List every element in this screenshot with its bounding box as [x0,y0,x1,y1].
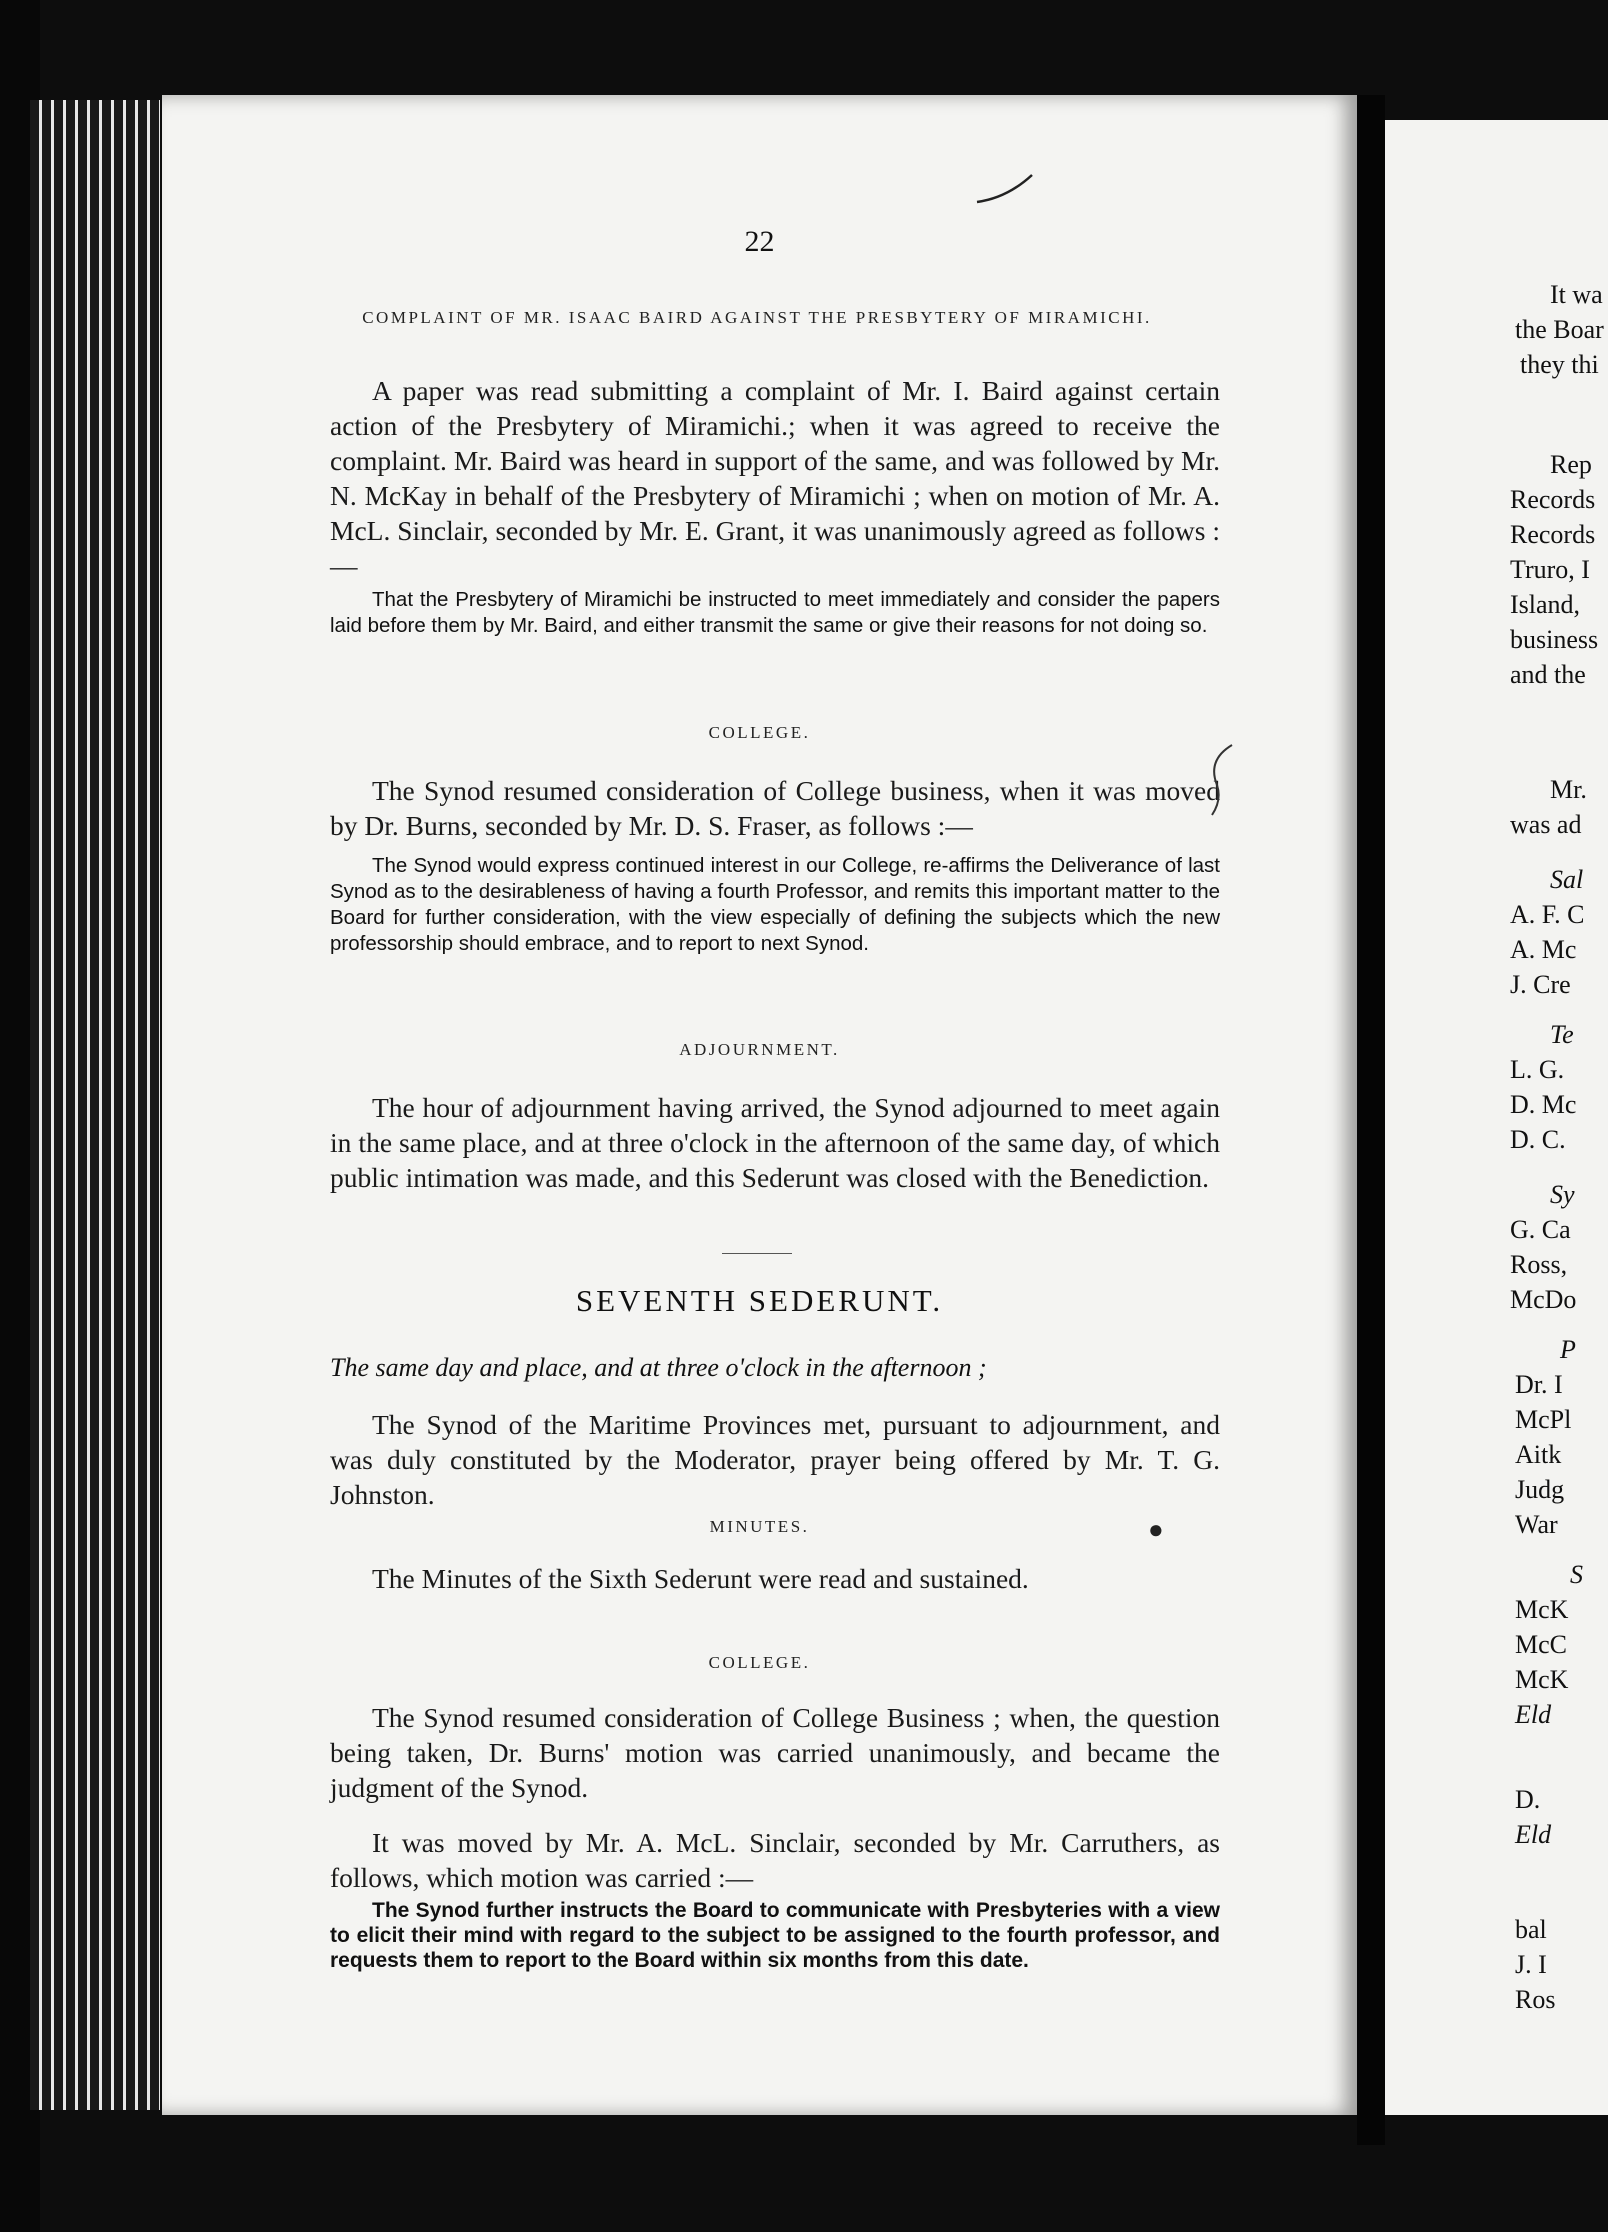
paragraph-college-2a: The Synod resumed consideration of College Business ; when, the question being taken, Dr. Burns' motion was carried unanimously, and became the judgment of the Synod. [330,1702,1220,1803]
right-line: business [1510,625,1599,654]
right-line: was ad [1510,810,1582,839]
right-line: Island, [1510,590,1581,619]
right-line: J. Cre [1510,970,1571,999]
resolution-college-2: The Synod further instructs the Board to communicate with Presbyteries with a view to elicit their mind with regard to the subject to be assigned to the fourth professor, and requests them to report to the Board within six months from this date. [330,1899,1220,1972]
right-line: Judg [1515,1475,1565,1504]
section-heading-adjournment: ADJOURNMENT. [679,1040,840,1059]
sederunt-title: SEVENTH SEDERUNT. [575,1283,944,1318]
pen-mark [972,170,1042,210]
right-line: Ross, [1510,1250,1568,1279]
right-line: L. G. [1510,1055,1565,1084]
right-line: Sal [1550,865,1584,894]
right-line: McC [1515,1630,1567,1659]
right-line: S [1570,1560,1583,1589]
right-line: Ros [1515,1985,1556,2014]
section-heading-complaint: COMPLAINT OF MR. ISAAC BAIRD AGAINST THE PRESBYTERY OF MIRAMICHI. [362,308,1152,327]
right-line: Rep [1550,450,1592,479]
right-line: War [1515,1510,1558,1539]
right-line: they thi [1520,350,1599,379]
paragraph-sederunt: The Synod of the Maritime Provinces met, pursuant to adjournment, and was duly constituted by the Moderator, prayer being offered by Mr. T. G. Johnston. [330,1409,1220,1510]
right-line: McK [1515,1595,1569,1624]
right-line: J. I [1515,1950,1547,1979]
right-line: Records [1510,520,1596,549]
section-heading-minutes: MINUTES. [709,1517,810,1536]
paragraph-complaint: A paper was read submitting a complaint of Mr. I. Baird against certain action of the Presbytery of Miramichi.; when it was agreed to receive the complaint. Mr. Baird was heard in support of the same, and was followed by Mr. N. McKay in behalf of the Presbytery of Miramichi ; when on motion of Mr. A. McL. Sinclair, seconded by Mr. E. Grant, it was unanimously agreed as follows :— [330,375,1220,581]
paragraph-college-2b: It was moved by Mr. A. McL. Sinclair, seconded by Mr. Carruthers, as follows, which motion was carried :— [330,1827,1220,1893]
right-line: Mr. [1550,775,1587,804]
right-line: and the [1510,660,1586,689]
right-line: Dr. I [1515,1370,1563,1399]
section-heading-college: COLLEGE. [708,723,811,742]
right-line: the Boar [1515,315,1604,344]
right-line: G. Ca [1510,1215,1571,1244]
paragraph-college: The Synod resumed consideration of College business, when it was moved by Dr. Burns, seconded by Mr. D. S. Fraser, as follows :— [330,775,1220,841]
left-page-content [162,95,1357,2115]
right-line: P [1560,1335,1576,1364]
right-line: Truro, I [1510,555,1590,584]
sederunt-subtitle: The same day and place, and at three o'clock in the afternoon ; [330,1353,987,1382]
paragraph-adjournment: The hour of adjournment having arrived, the Synod adjourned to meet again in the same place, and at three o'clock in the afternoon of the same day, of which public intimation was made, and this Sederunt was closed with the Benediction. [330,1092,1220,1193]
resolution-complaint: That the Presbytery of Miramichi be instructed to meet immediately and consider the papers laid before them by Mr. Baird, and either transmit the same or give their reasons for not doing so. [330,588,1220,637]
right-line: It wa [1550,280,1603,309]
bracket-mark [1202,740,1252,820]
right-line: McPl [1515,1405,1572,1434]
paragraph-minutes: The Minutes of the Sixth Sederunt were read and sustained. [372,1563,1029,1594]
section-heading-college-2: COLLEGE. [708,1653,811,1672]
right-line: Eld [1515,1700,1552,1729]
right-line: D. C. [1510,1125,1566,1154]
right-line: Sy [1550,1180,1575,1209]
right-line: A. Mc [1510,935,1577,964]
book-gutter [1357,95,1385,2145]
right-line: Records [1510,485,1596,514]
right-line: Te [1550,1020,1574,1049]
page-edges [30,100,160,2110]
right-line: McDo [1510,1285,1577,1314]
right-page-fragment [1385,120,1608,2115]
right-line: Aitk [1515,1440,1562,1469]
right-line: A. F. C [1510,900,1585,929]
page-number: 22 [744,225,775,258]
resolution-college: The Synod would express continued interest in our College, re-affirms the Deliverance of last Synod as to the desirableness of having a fourth Professor, and remits this important matter to the Board for further consideration, with the view especially of defining the subjects which the new professorship should embrace, and to report to next Synod. [330,854,1220,955]
section-divider [722,1253,792,1254]
right-line: Eld [1515,1820,1552,1849]
ink-blot: ● [1148,1515,1164,1544]
right-line: McK [1515,1665,1569,1694]
right-line: D. Mc [1510,1090,1577,1119]
right-line: bal [1515,1915,1547,1944]
right-line: D. [1515,1785,1541,1814]
